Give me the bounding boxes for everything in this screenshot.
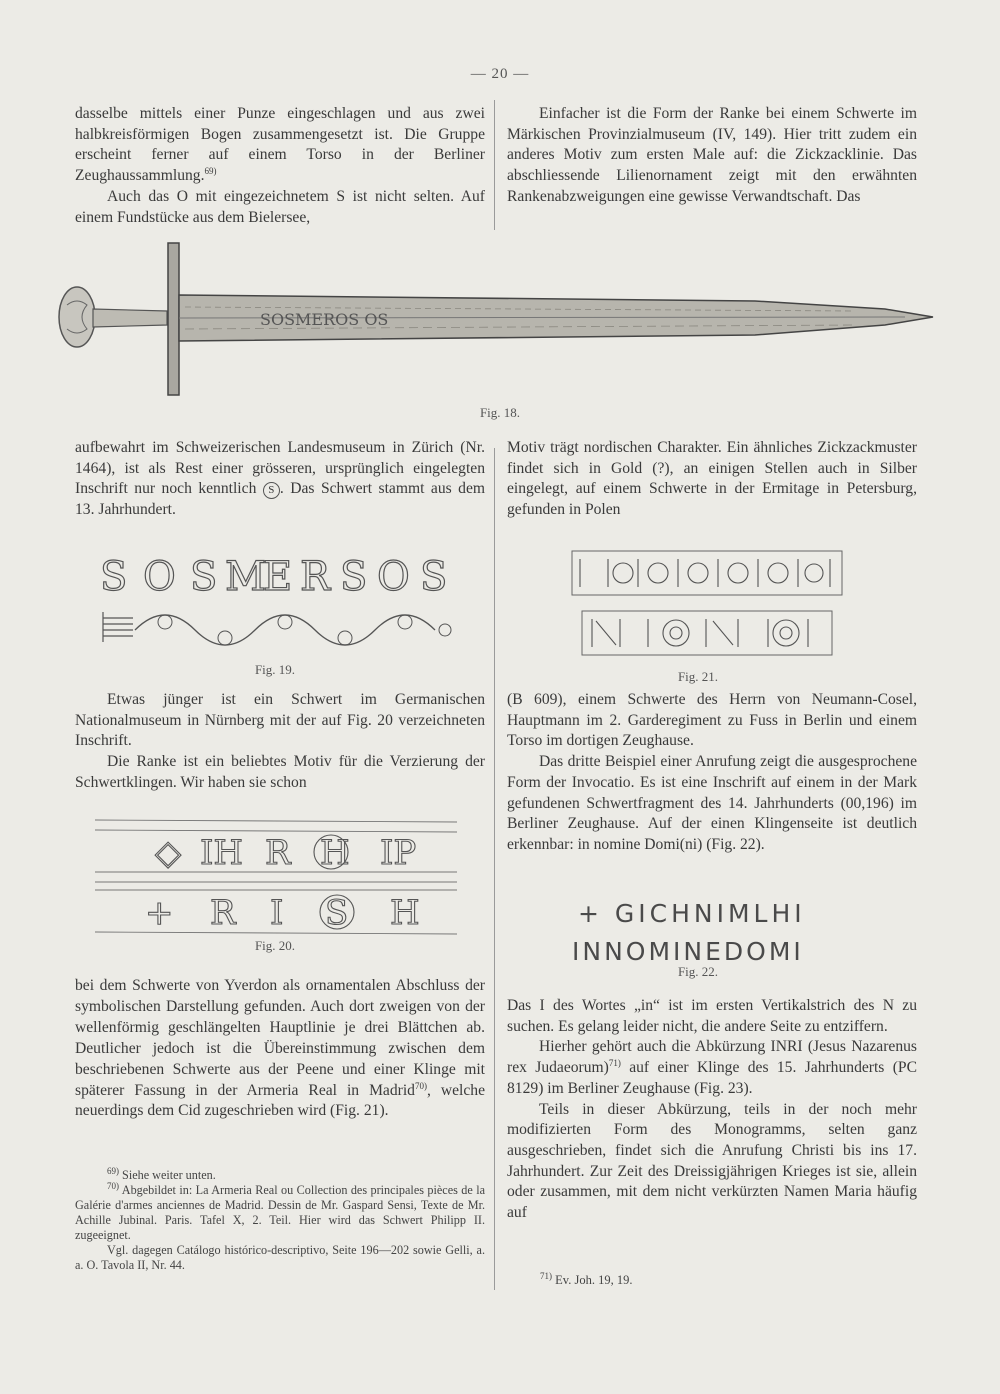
figure-caption: Fig. 21. — [677, 669, 719, 684]
sword-figure — [55, 235, 935, 405]
paragraph: Die Ranke ist ein beliebtes Motiv für die Verzierung der Schwertklingen. Wir haben sie schon — [75, 753, 485, 791]
inscription-letter: R — [265, 833, 291, 873]
inscription-letter: + — [145, 893, 174, 933]
footnote-number: 70) — [107, 1180, 119, 1191]
inscription-figure-21 — [568, 545, 848, 663]
inscription-letter: O — [377, 554, 410, 600]
paragraph: aufbewahrt im Schweizerischen Landesmuseum in Zürich (Nr. 1464), ist als Rest einer grösseren, ursprünglich eingelegten Inschrift nur noch kenntlich — [75, 439, 485, 498]
footnote-number: 69) — [107, 1165, 119, 1176]
inscription-letter: IH — [200, 833, 244, 873]
footnotes — [75, 1165, 485, 1273]
left-column-paragraphs — [75, 690, 485, 794]
inscription-letter: M — [225, 554, 266, 600]
inscription-letter: R — [300, 554, 331, 600]
inscription-figure-20 — [95, 812, 465, 940]
paragraph: Hierher gehört auch die Abkürzung INRI (Jesus Nazarenus rex Judaeorum) — [507, 1038, 917, 1077]
paragraph: Etwas jünger ist ein Schwert im Germanischen Nationalmuseum in Nürnberg mit der auf Fig. 20 verzeichneten Inschrift. — [75, 691, 485, 750]
inscription-letter: H — [390, 893, 420, 933]
paragraph: Das I des Wortes „in“ ist im ersten Vertikalstrich des N zu suchen. Es gelang leider nicht, die andere Seite zu entziffern. — [507, 997, 917, 1035]
left-column-bottom — [75, 976, 485, 1122]
footnote-number: 71) — [540, 1270, 552, 1281]
right-column-top — [507, 104, 917, 208]
inscription-letter: E — [263, 554, 293, 600]
paragraph: Motiv trägt nordischen Charakter. Ein ähnliches Zickzackmuster findet sich in Gold (?), an einigen Stellen auch in Silber eingelegt, auf einem Schwerte in der Ermitage in Petersburg, gefunden in Polen — [507, 439, 917, 519]
left-column-top — [75, 104, 485, 228]
paragraph: dasselbe mittels einer Punze eingeschlagen und aus zwei halbkreisförmigen Bogen zusammengesetzt ist. Die Gruppe erscheint ferner auf einem Torso in der Berliner Zeughaussammlung. — [75, 105, 485, 185]
paragraph: Auch das O mit eingezeichnetem S ist nicht selten. Auf einem Fundstücke aus dem Bielersee, — [75, 187, 485, 226]
footnote-text: Ev. Joh. 19, 19. — [555, 1273, 633, 1287]
inscription-letter: H — [320, 833, 350, 873]
paragraph: Teils in dieser Abkürzung, teils in der noch mehr modifizierten Form des Monogramms, selten ganz ausgeschrieben, findet sich die Anrufung Christi bis ins 17. Jahrhundert. Zur Zeit des Dreissigjährigen Krieges ist sie, allein oder zusammen, mit dem nicht verkürzten Namen Maria häufig auf — [507, 1100, 917, 1222]
figure-caption: Fig. 18. — [479, 405, 521, 420]
footnote-text: Siehe weiter unten. — [122, 1168, 216, 1182]
paragraph-end: auf einer Klinge des 15. Jahrhunderts (PC 8129) im Berliner Zeughause (Fig. 23). — [507, 1059, 917, 1097]
footnote-ref: 71) — [608, 1057, 621, 1068]
paragraph: bei dem Schwerte von Yverdon als ornamentalen Abschluss der symbolischen Darstellung gefunden. Auch dort zweigen von der wellenförmig geschlängelten Hauptlinie je drei Blättchen ab. Deutlicher jedoch ist die Übereinstimmung zwischen dem beschriebenen Schwerte aus der Peene und einer Klinge mit späterer Fassung in der Armeria Real in Madrid — [75, 977, 485, 1099]
blade-inscription: SOSMEROS OS — [260, 310, 389, 329]
inscription-letter: O — [143, 554, 176, 600]
inscription-figure-19 — [95, 548, 465, 658]
footnote-right — [540, 1270, 633, 1288]
figure-caption: Fig. 20. — [254, 938, 296, 953]
circled-s-symbol: S — [263, 482, 280, 499]
inscription-letter: S — [190, 554, 218, 600]
right-column-bottom — [507, 996, 917, 1224]
figure-caption: Fig. 22. — [677, 964, 719, 979]
page-number: — 20 — — [470, 66, 530, 82]
footnote-text: Abgebildet in: La Armeria Real ou Collection des principales pièces de la Galérie d'armes anciennes de Madrid. Dessin de Mr. Gaspard Sensi, Texte de Mr. Achille Jubinal. Paris. Tafel X, 2. Teil. Hier wird das Schwert Philipp II. zugeeignet. — [75, 1183, 485, 1242]
inscription-figure-22 — [560, 888, 890, 968]
inscription-line: INNOMINEDOMI — [572, 937, 804, 966]
paragraph-end: , welche neuerdings dem Cid zugeschrieben wird (Fig. 21). — [75, 1081, 486, 1120]
footnote-ref: 70) — [414, 1080, 427, 1091]
column-divider-top — [494, 100, 495, 230]
inscription-letter: S — [100, 554, 128, 600]
paragraph: (B 609), einem Schwerte des Herrn von Neumann-Cosel, Hauptmann im 2. Garderegiment zu Fuss in Berlin und einem Torso im dortigen Zeughause. — [507, 691, 917, 750]
footnote-ref: 69) — [204, 165, 217, 176]
inscription-letter: IP — [380, 833, 417, 873]
paragraph: Einfacher ist die Form der Ranke bei einem Schwerte im Märkischen Provinzialmuseum (IV, 149). Hier tritt zudem ein anderes Motiv zum ersten Male auf: die Zickzacklinie. Das abschliessende Lilienornament zeigt mit den erwähnten Rankenabzweigungen eine gewisse Verwandtschaft. Das — [507, 105, 917, 205]
inscription-letter: S — [420, 554, 448, 600]
inscription-letter: S — [340, 554, 368, 600]
left-column-middle — [75, 438, 485, 521]
figure-caption: Fig. 19. — [254, 662, 296, 677]
inscription-letter: R — [210, 893, 236, 933]
inscription-letter: ◇ — [155, 833, 182, 873]
paragraph-end: . Das Schwert stammt aus dem 13. Jahrhundert. — [75, 480, 486, 519]
paragraph: Das dritte Beispiel einer Anrufung zeigt die ausgesprochene Form der Invocatio. Es ist eine Inschrift auf einem in der Mark gefundenen Schwertfragment des 14. Jahrhunderts (00,196) im Berliner Zeughause. Auf der einen Klingenseite ist deutlich erkennbar: in nomine Domi(ni) (Fig. 22). — [507, 753, 917, 853]
column-divider-bottom — [494, 448, 495, 1290]
inscription-letter: I — [270, 893, 284, 933]
right-column-paragraphs — [507, 690, 917, 856]
inscription-line: + GICHNIMLHI — [578, 899, 806, 928]
right-column-middle — [507, 438, 917, 521]
footnote-text: Vgl. dagegen Catálogo histórico-descriptivo, Seite 196—202 sowie Gelli, a. a. O. Tavola II, Nr. 44. — [75, 1243, 485, 1272]
inscription-letter: S — [325, 893, 349, 933]
